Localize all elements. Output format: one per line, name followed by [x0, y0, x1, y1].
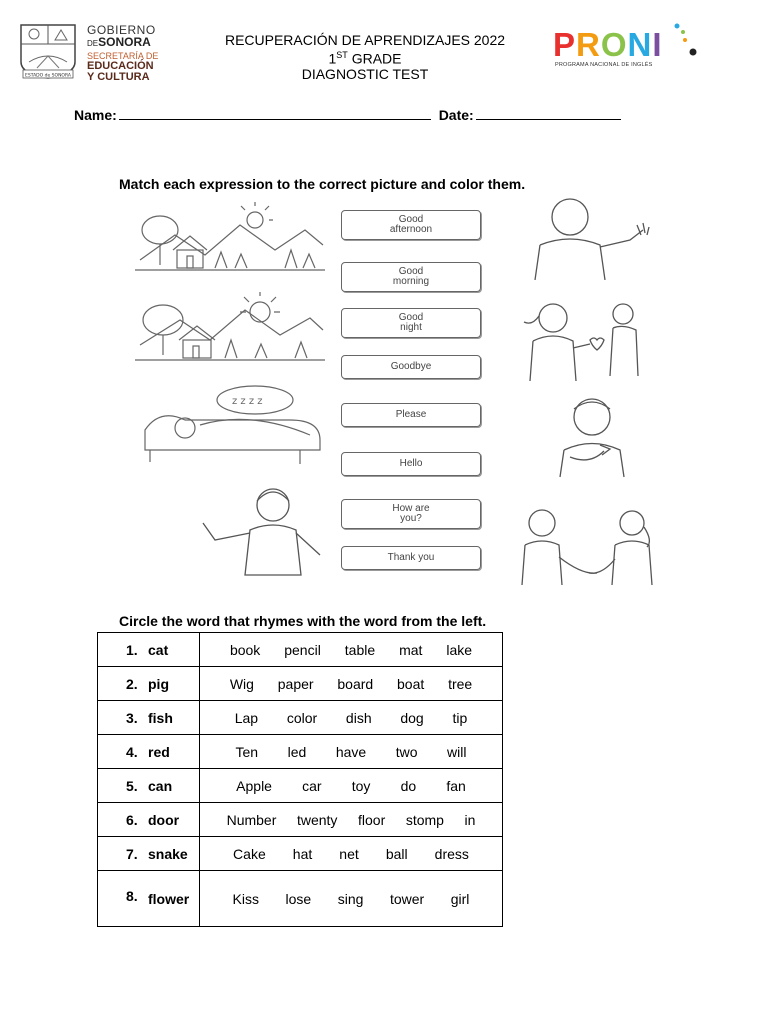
target-word: cat	[148, 641, 169, 658]
name-label: Name:	[74, 107, 117, 123]
expression-label	[381, 313, 441, 333]
rhyme-option[interactable]: fan	[446, 777, 466, 794]
rhyme-option[interactable]: table	[344, 641, 376, 658]
shield-caption: ESTADO de SONORA	[25, 73, 71, 79]
rhyme-option[interactable]: mat	[399, 641, 423, 658]
row-number: 6.	[126, 811, 138, 828]
expression-label	[381, 504, 441, 524]
boy-waving-back-illustration	[525, 195, 660, 280]
target-word: pig	[148, 675, 169, 692]
expression-label	[381, 215, 441, 235]
target-word: red	[148, 743, 170, 760]
svg-text:z z z z: z z z z	[232, 396, 263, 407]
rhyme-option[interactable]: tree	[448, 675, 473, 692]
proni-letter: P	[553, 26, 577, 63]
rhyme-option[interactable]: Wig	[229, 675, 254, 692]
expression-line: Good	[398, 312, 424, 323]
target-word: can	[148, 777, 173, 794]
rhyme-option[interactable]: toy	[351, 777, 371, 794]
expression-line: Thank you	[387, 552, 435, 563]
proni-letter: N	[627, 26, 653, 63]
rhyme-option[interactable]: hat	[292, 845, 313, 862]
table-row	[98, 701, 503, 735]
table-row	[98, 735, 503, 769]
row-number: 4.	[126, 743, 138, 760]
match-instruction: Match each expression to the correct picture and color them.	[119, 176, 526, 192]
rhyme-option[interactable]: board	[337, 675, 374, 692]
expression-label	[381, 267, 441, 287]
expression-box[interactable]	[341, 262, 481, 292]
expression-line: morning	[392, 276, 430, 287]
rhyme-option[interactable]: net	[339, 845, 359, 862]
gov-logo-line2: SONORA	[98, 35, 151, 49]
gov-logo-line1: GOBIERNO	[87, 23, 156, 37]
expression-line: Please	[395, 409, 427, 420]
rhyme-option[interactable]: stomp	[405, 811, 444, 828]
target-word-cell	[98, 735, 200, 769]
morning-landscape-illustration	[135, 290, 325, 365]
table-row	[98, 871, 503, 927]
rhyme-option[interactable]: have	[335, 743, 367, 760]
rhyme-option[interactable]: two	[395, 743, 418, 760]
expression-box[interactable]	[341, 308, 481, 338]
title-line3: DIAGNOSTIC TEST	[301, 65, 429, 82]
rhyme-option[interactable]: do	[400, 777, 417, 794]
expression-line: How are	[392, 503, 430, 514]
table-row	[98, 667, 503, 701]
table-row	[98, 803, 503, 837]
rhyme-option[interactable]: paper	[277, 675, 314, 692]
document-title	[200, 33, 530, 82]
date-label: Date:	[438, 107, 474, 123]
options-cell	[200, 837, 503, 871]
gov-logo-line4: EDUCACIÓN	[87, 60, 154, 72]
expression-label	[381, 362, 441, 372]
rhyme-option[interactable]: boat	[397, 675, 425, 692]
expression-line: Goodbye	[390, 361, 432, 372]
rhyme-option[interactable]: sing	[337, 890, 364, 907]
rhyme-option[interactable]: lose	[285, 890, 312, 907]
expression-box[interactable]	[341, 499, 481, 529]
target-word: flower	[148, 890, 190, 907]
name-date-line	[74, 107, 621, 123]
rhyme-option[interactable]: dress	[434, 845, 469, 862]
row-number: 7.	[126, 845, 138, 862]
grade-number: 1	[328, 50, 337, 67]
expression-label	[381, 459, 441, 469]
target-word-cell	[98, 837, 200, 871]
rhyme-option[interactable]: dish	[345, 709, 372, 726]
title-line2	[200, 48, 530, 67]
rhyme-option[interactable]: ball	[385, 845, 408, 862]
target-word-cell	[98, 803, 200, 837]
rhyme-option[interactable]: Ten	[235, 743, 259, 760]
title-line1: RECUPERACIÓN DE APRENDIZAJES 2022	[224, 32, 506, 48]
options-cell	[200, 871, 503, 927]
boy-hand-on-heart-illustration	[552, 395, 632, 480]
target-word: snake	[148, 845, 188, 862]
rhyme-option[interactable]: lake	[446, 641, 473, 658]
row-number: 5.	[126, 777, 138, 794]
expression-label	[381, 553, 441, 563]
options-cell	[200, 667, 503, 701]
expression-line: Hello	[399, 458, 423, 469]
gov-logo-line5: Y CULTURA	[87, 71, 150, 83]
target-word-cell	[98, 633, 200, 667]
expression-line: night	[400, 322, 422, 333]
expression-box[interactable]	[341, 452, 481, 476]
target-word-cell	[98, 701, 200, 735]
expression-box[interactable]	[341, 403, 481, 427]
rhyme-instruction: Circle the word that rhymes with the word from the left.	[119, 613, 487, 629]
gov-logo-line2-prefix: DE	[87, 39, 99, 48]
row-number: 1.	[126, 641, 138, 658]
options-cell	[200, 735, 503, 769]
proni-subtitle: PROGRAMA NACIONAL DE INGLÉS	[555, 62, 653, 68]
expression-box[interactable]	[341, 355, 481, 379]
row-number: 8.	[126, 887, 138, 904]
proni-logo	[553, 22, 713, 72]
sleeping-child-illustration	[140, 380, 330, 468]
options-cell	[200, 701, 503, 735]
expression-line: you?	[400, 513, 422, 524]
proni-letter: O	[600, 26, 628, 63]
girl-giving-heart-illustration	[518, 296, 648, 381]
expression-box[interactable]	[341, 210, 481, 240]
rhyme-option[interactable]: floor	[358, 811, 386, 828]
proni-letter: R	[576, 26, 601, 63]
target-word: fish	[148, 709, 173, 726]
rhyme-option[interactable]: color	[286, 709, 318, 726]
expression-line: Good	[398, 266, 424, 277]
rhyme-table	[97, 632, 503, 927]
rhyme-option[interactable]: dog	[400, 709, 424, 726]
proni-dots-icon	[671, 22, 711, 58]
afternoon-landscape-illustration	[135, 200, 325, 275]
proni-letter: I	[652, 26, 663, 63]
row-number: 2.	[126, 675, 138, 692]
row-number: 3.	[126, 709, 138, 726]
expression-label	[381, 410, 441, 420]
grade-suffix: ST	[336, 50, 348, 60]
rhyme-option[interactable]: tower	[389, 890, 425, 907]
options-cell	[200, 769, 503, 803]
rhyme-option[interactable]: Lap	[234, 709, 259, 726]
rhyme-option[interactable]: Cake	[233, 845, 266, 862]
target-word: door	[148, 811, 180, 828]
rhyme-option[interactable]: girl	[450, 890, 470, 907]
sonora-shield-icon	[17, 22, 79, 80]
expression-box[interactable]	[341, 546, 481, 570]
options-cell	[200, 803, 503, 837]
rhyme-option[interactable]: in	[464, 811, 476, 828]
rhyme-option[interactable]: Apple	[236, 777, 272, 794]
options-cell	[200, 633, 503, 667]
rhyme-option[interactable]: book	[229, 641, 261, 658]
rhyme-option[interactable]: Kiss	[232, 890, 259, 907]
grade-word: GRADE	[351, 50, 402, 67]
target-word-cell	[98, 871, 200, 927]
table-row	[98, 633, 503, 667]
target-word-cell	[98, 769, 200, 803]
proni-wordmark	[553, 28, 663, 61]
rhyme-option[interactable]: car	[302, 777, 322, 794]
expression-line: afternoon	[389, 224, 433, 235]
table-row	[98, 769, 503, 803]
gobierno-sonora-logo	[17, 22, 167, 84]
rhyme-option[interactable]: Number	[226, 811, 277, 828]
rhyme-option[interactable]: pencil	[284, 641, 321, 658]
table-row	[98, 837, 503, 871]
expression-line: Good	[398, 214, 424, 225]
rhyme-option[interactable]: will	[447, 743, 467, 760]
date-field[interactable]	[476, 107, 621, 120]
rhyme-option[interactable]: led	[287, 743, 307, 760]
name-field[interactable]	[119, 107, 431, 120]
rhyme-option[interactable]: tip	[452, 709, 468, 726]
waving-child-illustration	[195, 485, 345, 580]
gov-logo-line3: SECRETARÍA DE	[87, 51, 159, 61]
target-word-cell	[98, 667, 200, 701]
people-shaking-hands-illustration	[517, 505, 667, 585]
rhyme-option[interactable]: twenty	[296, 811, 338, 828]
